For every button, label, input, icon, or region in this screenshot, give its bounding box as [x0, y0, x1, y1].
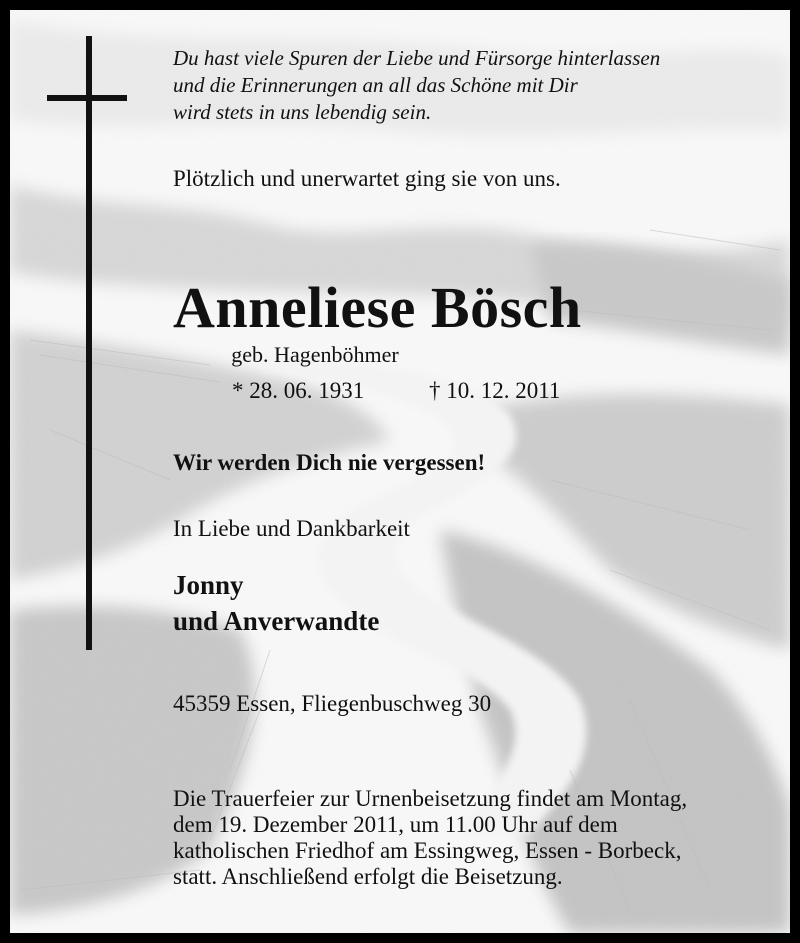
funeral-line-2: dem 19. Dezember 2011, um 11.00 Uhr auf dem — [173, 812, 618, 837]
funeral-line-4: statt. Anschließend erfolgt die Beisetzung. — [173, 864, 563, 889]
quote-line-3: wird stets in uns lebendig sein. — [173, 100, 432, 124]
funeral-line-1: Die Trauerfeier zur Urnenbeisetzung findet am Montag, — [173, 786, 688, 811]
funeral-line-3: katholischen Friedhof am Essingweg, Essen - Borbeck, — [173, 838, 682, 863]
death-date: † 10. 12. 2011 — [429, 378, 561, 403]
quote-line-2: und die Erinnerungen an all das Schöne mit Dir — [173, 73, 578, 97]
deceased-name: Anneliese Bösch — [173, 275, 582, 340]
greeting: In Liebe und Dankbarkeit — [173, 516, 410, 541]
signatory-relatives: und Anverwandte — [173, 606, 380, 636]
cross-icon-horizontal-bar — [47, 95, 127, 101]
maiden-name: geb. Hagenböhmer — [231, 342, 399, 367]
address: 45359 Essen, Fliegenbuschweg 30 — [173, 691, 492, 716]
intro-text: Plötzlich und unerwartet ging sie von uns. — [173, 166, 561, 191]
quote-line-1: Du hast viele Spuren der Liebe und Fürsorge hinterlassen — [173, 46, 661, 70]
signatory-name: Jonny — [173, 570, 244, 600]
birth-date: * 28. 06. 1931 — [232, 378, 365, 403]
motto: Wir werden Dich nie vergessen! — [173, 450, 486, 475]
